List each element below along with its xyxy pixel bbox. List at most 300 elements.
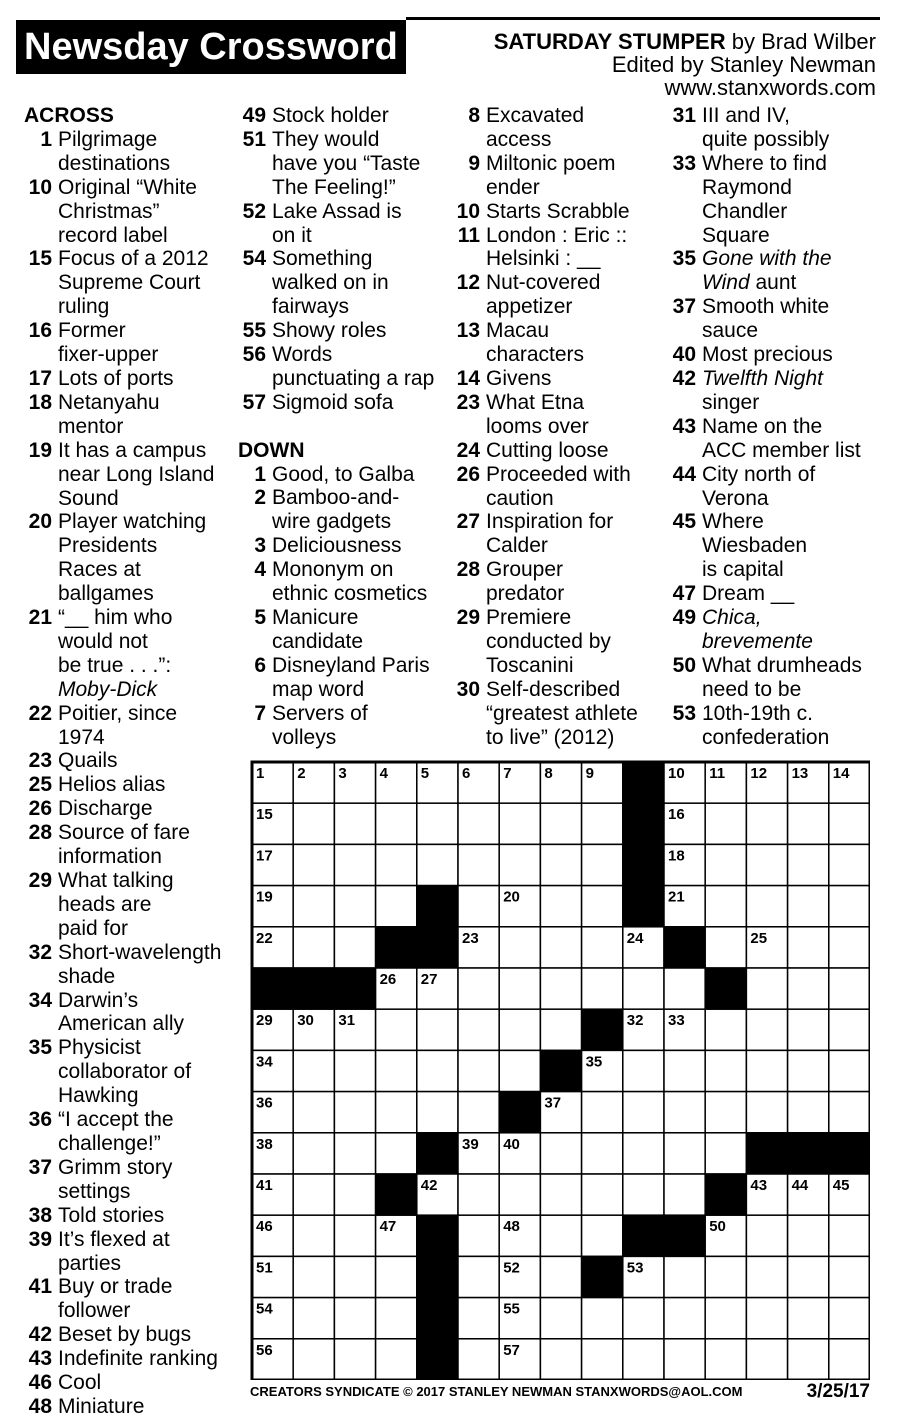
grid-cell[interactable] [334, 927, 375, 968]
grid-cell[interactable] [334, 886, 375, 927]
clue-text: Proceeded with caution [486, 462, 631, 510]
grid-cell[interactable] [334, 803, 375, 844]
across-clue-57 [238, 391, 460, 415]
clue-number: 31 [672, 104, 696, 127]
clue-text: Stock holder [272, 104, 389, 127]
black-square [623, 762, 664, 803]
grid-cell[interactable] [623, 1174, 664, 1215]
grid-cell[interactable] [458, 1092, 499, 1133]
grid-cell[interactable] [376, 1092, 417, 1133]
grid-cell[interactable] [293, 1050, 334, 1091]
clue-number: 12 [456, 271, 480, 295]
clue-number: 43 [672, 414, 696, 438]
grid-cell[interactable] [705, 1298, 746, 1339]
down-clue-37 [668, 295, 890, 343]
grid-cell[interactable] [746, 1050, 787, 1091]
grid-cell[interactable] [664, 968, 705, 1009]
down-clue-50 [668, 654, 890, 702]
down-clue-26 [452, 463, 664, 511]
clue-number: 53 [672, 701, 696, 725]
cell-number: 3 [338, 765, 347, 782]
clue-column-4 [668, 104, 890, 749]
grid-cell[interactable] [829, 1009, 870, 1050]
clue-number: 28 [456, 558, 480, 582]
grid-cell[interactable] [582, 1174, 623, 1215]
clue-text: London : Eric :: Helsinki : __ [486, 223, 628, 271]
across-clue-48 [24, 1395, 236, 1419]
grid-cell[interactable] [829, 1215, 870, 1256]
grid-cell[interactable] [540, 844, 581, 885]
grid-cell[interactable] [664, 1256, 705, 1297]
grid-cell[interactable] [829, 927, 870, 968]
black-square [417, 1133, 458, 1174]
grid-cell[interactable] [788, 886, 829, 927]
grid-cell[interactable] [376, 886, 417, 927]
grid-cell[interactable] [458, 1174, 499, 1215]
grid-cell[interactable] [417, 844, 458, 885]
clue-number: 52 [242, 199, 266, 223]
cell-number: 11 [709, 765, 726, 782]
grid-cell[interactable] [417, 803, 458, 844]
grid-cell[interactable] [458, 1298, 499, 1339]
down-clue-9 [452, 152, 664, 200]
across-clue-17 [24, 367, 236, 391]
cell-number: 1 [256, 765, 265, 782]
crossword-grid[interactable] [250, 760, 870, 1380]
down-clue-29 [452, 606, 664, 678]
grid-cell[interactable] [458, 1009, 499, 1050]
down-clue-2 [238, 486, 460, 534]
grid-cell[interactable] [417, 1009, 458, 1050]
cell-number: 54 [256, 1300, 273, 1318]
grid-cell[interactable] [499, 803, 540, 844]
grid-cell[interactable] [334, 1298, 375, 1339]
cell-number: 27 [420, 971, 438, 988]
grid-cell[interactable] [293, 1339, 334, 1380]
grid-cell[interactable] [458, 1256, 499, 1297]
clue-number: 43 [28, 1347, 52, 1371]
grid-cell[interactable] [293, 1215, 334, 1256]
grid-cell[interactable] [623, 1050, 664, 1091]
grid-cell[interactable] [540, 927, 581, 968]
grid-cell[interactable] [499, 1050, 540, 1091]
clue-number: 33 [672, 151, 696, 175]
clue-number: 6 [254, 653, 266, 677]
grid-cell[interactable] [334, 1133, 375, 1174]
grid-cell[interactable] [376, 1298, 417, 1339]
cell-number: 41 [256, 1177, 273, 1194]
grid-cell[interactable] [540, 1298, 581, 1339]
grid-cell[interactable] [582, 1339, 623, 1380]
clue-text: Pilgrimage destinations [58, 127, 171, 175]
grid-cell[interactable] [664, 1174, 705, 1215]
clue-number: 14 [456, 366, 480, 390]
cell-number: 42 [420, 1177, 438, 1194]
grid-cell[interactable] [540, 803, 581, 844]
down-clue-5 [238, 606, 460, 654]
clue-text: It has a campus near Long Island Sound [58, 438, 215, 510]
down-clue-6 [238, 654, 460, 702]
grid-cell[interactable] [540, 968, 581, 1009]
grid-cell[interactable] [829, 1256, 870, 1297]
cell-number: 55 [503, 1300, 520, 1318]
grid-cell[interactable] [746, 1256, 787, 1297]
grid-cell[interactable] [788, 1256, 829, 1297]
grid-cell[interactable] [788, 1298, 829, 1339]
grid-cell[interactable] [829, 844, 870, 885]
clue-text: Twelfth Night singer [702, 366, 823, 414]
grid-cell[interactable] [788, 968, 829, 1009]
clue-column-2 [238, 104, 460, 749]
cell-number: 7 [503, 765, 512, 782]
down-clue-28 [452, 558, 664, 606]
cell-number: 45 [832, 1177, 850, 1194]
clue-number: 51 [242, 127, 266, 151]
black-square [376, 927, 417, 968]
grid-cell[interactable] [293, 1092, 334, 1133]
down-clue-33 [668, 152, 890, 248]
grid-cell[interactable] [788, 844, 829, 885]
clue-number: 13 [456, 319, 480, 343]
grid-cell[interactable] [788, 1050, 829, 1091]
clue-text: Good, to Galba [272, 462, 415, 486]
grid-cell[interactable] [499, 844, 540, 885]
across-heading: ACROSS [24, 104, 114, 127]
clue-text: “I accept the challenge!” [58, 1108, 174, 1155]
black-square [623, 844, 664, 885]
down-clue-12 [452, 271, 664, 319]
grid-cell[interactable] [540, 1009, 581, 1050]
across-clue-54 [238, 247, 460, 319]
grid-cell[interactable] [788, 1092, 829, 1133]
clue-text: Dream __ [702, 582, 795, 606]
clue-text: Where to find Raymond Chandler Square [702, 151, 827, 247]
grid-cell[interactable] [458, 968, 499, 1009]
black-square [417, 1339, 458, 1380]
clue-text: Netanyahu mentor [58, 390, 160, 438]
grid-cell[interactable] [334, 1174, 375, 1215]
grid-cell[interactable] [334, 1092, 375, 1133]
black-square [417, 927, 458, 968]
grid-cell[interactable] [705, 1339, 746, 1380]
grid-cell[interactable] [705, 803, 746, 844]
grid-cell[interactable] [334, 844, 375, 885]
cell-number: 37 [544, 1094, 562, 1112]
across-clue-32 [24, 941, 236, 989]
grid-cell[interactable] [705, 844, 746, 885]
grid-cell[interactable] [788, 1339, 829, 1380]
clue-text: It’s flexed at parties [58, 1227, 170, 1275]
cell-number: 31 [338, 1012, 356, 1030]
clue-text: Physicist collaborator of Hawking [58, 1036, 192, 1108]
grid-cell[interactable] [499, 968, 540, 1009]
clue-number: 38 [28, 1203, 52, 1227]
grid-cell[interactable] [334, 1050, 375, 1091]
puzzle-name: SATURDAY STUMPER [493, 29, 726, 54]
grid-cell[interactable] [582, 1298, 623, 1339]
clue-text: 10th-19th c. confederation [702, 701, 830, 749]
grid-cell[interactable] [582, 1215, 623, 1256]
clue-text: Source of fare information [58, 821, 190, 869]
grid-cell[interactable] [540, 1133, 581, 1174]
clue-number: 30 [456, 677, 480, 701]
cell-number: 23 [462, 929, 479, 947]
down-clue-30 [452, 678, 664, 750]
clue-text: Disneyland Paris map word [272, 653, 430, 701]
grid-cell[interactable] [376, 1050, 417, 1091]
clue-number: 56 [242, 343, 266, 367]
cell-number: 36 [256, 1094, 273, 1112]
grid-cell[interactable] [458, 844, 499, 885]
grid-cell[interactable] [458, 1339, 499, 1380]
clue-number: 49 [242, 104, 266, 127]
black-square [499, 1092, 540, 1133]
grid-cell[interactable] [458, 803, 499, 844]
grid-cell[interactable] [829, 1092, 870, 1133]
grid-cell[interactable] [582, 803, 623, 844]
grid-cell[interactable] [540, 886, 581, 927]
grid-cell[interactable] [499, 927, 540, 968]
cell-number: 18 [668, 847, 685, 865]
black-square [417, 1256, 458, 1297]
grid-cell[interactable] [746, 1339, 787, 1380]
down-clue-13 [452, 319, 664, 367]
clue-text: Quails [58, 749, 118, 773]
clue-text: Lake Assad is on it [272, 199, 402, 247]
clue-number: 4 [254, 558, 266, 582]
black-square [664, 927, 705, 968]
across-clue-38 [24, 1204, 236, 1228]
grid-cell[interactable] [664, 1050, 705, 1091]
grid-cell[interactable] [705, 1133, 746, 1174]
down-clue-43 [668, 415, 890, 463]
grid-cell[interactable] [334, 1215, 375, 1256]
black-square [334, 968, 375, 1009]
clue-number: 27 [456, 510, 480, 534]
grid-cell[interactable] [705, 1050, 746, 1091]
clue-text: Player watching Presidents Races at ballgames [58, 510, 207, 606]
clue-text: What drumheads need to be [702, 653, 862, 701]
clue-text: Starts Scrabble [486, 199, 630, 223]
grid-cell[interactable] [829, 968, 870, 1009]
down-clue-4 [238, 558, 460, 606]
across-clue-46 [24, 1371, 236, 1395]
black-square [252, 968, 293, 1009]
clue-number: 50 [672, 653, 696, 677]
grid-cell[interactable] [746, 803, 787, 844]
grid-cell[interactable] [458, 886, 499, 927]
across-clue-39 [24, 1228, 236, 1276]
clue-number: 21 [28, 606, 52, 630]
grid-cell[interactable] [293, 1174, 334, 1215]
grid-cell[interactable] [540, 1215, 581, 1256]
grid-cell[interactable] [705, 927, 746, 968]
grid-cell[interactable] [746, 844, 787, 885]
grid-cell[interactable] [293, 844, 334, 885]
cell-number: 53 [626, 1259, 644, 1277]
grid-cell[interactable] [829, 803, 870, 844]
across-clue-21 [24, 606, 236, 702]
grid-cell[interactable] [376, 1009, 417, 1050]
grid-cell[interactable] [788, 803, 829, 844]
grid-cell[interactable] [829, 1298, 870, 1339]
grid-cell[interactable] [458, 1215, 499, 1256]
clue-number: 3 [254, 534, 266, 558]
down-clue-40 [668, 343, 890, 367]
grid-cell[interactable] [746, 1298, 787, 1339]
down-clue-23 [452, 391, 664, 439]
cell-number: 5 [420, 765, 430, 782]
grid-cell[interactable] [293, 886, 334, 927]
cell-number: 15 [256, 806, 273, 824]
across-clue-28 [24, 821, 236, 869]
grid-cell[interactable] [705, 1256, 746, 1297]
black-square [829, 1133, 870, 1174]
clue-number: 17 [28, 366, 52, 390]
clue-number: 9 [468, 151, 480, 175]
grid-cell[interactable] [499, 1009, 540, 1050]
across-clue-52 [238, 200, 460, 248]
down-clue-42 [668, 367, 890, 415]
grid-cell[interactable] [664, 1298, 705, 1339]
grid-cell[interactable] [540, 1174, 581, 1215]
grid-cell[interactable] [746, 968, 787, 1009]
clue-number: 57 [242, 390, 266, 414]
clue-text: Showy roles [272, 319, 387, 343]
clue-number: 37 [672, 295, 696, 319]
clue-number: 42 [28, 1323, 52, 1347]
grid-cell[interactable] [376, 844, 417, 885]
grid-cell[interactable] [664, 1092, 705, 1133]
grid-cell[interactable] [829, 1050, 870, 1091]
down-clue-10 [452, 200, 664, 224]
black-square [705, 1174, 746, 1215]
clue-number: 29 [456, 606, 480, 630]
grid-cell[interactable] [376, 1133, 417, 1174]
clue-text: Grouper predator [486, 558, 565, 606]
grid-cell[interactable] [623, 1133, 664, 1174]
grid-cell[interactable] [376, 1339, 417, 1380]
grid-cell[interactable] [540, 1256, 581, 1297]
down-clue-49 [668, 606, 890, 654]
clue-number: 18 [28, 390, 52, 414]
grid-cell[interactable] [376, 803, 417, 844]
grid-cell[interactable] [582, 1133, 623, 1174]
clue-number: 19 [28, 438, 52, 462]
grid-cell[interactable] [499, 1174, 540, 1215]
clue-number: 16 [28, 319, 52, 343]
grid-cell[interactable] [582, 968, 623, 1009]
cell-number: 8 [544, 765, 553, 782]
across-clue-25 [24, 773, 236, 797]
grid-cell[interactable] [746, 1092, 787, 1133]
grid-cell[interactable] [623, 1092, 664, 1133]
grid-cell[interactable] [334, 1339, 375, 1380]
down-clue-8 [452, 104, 664, 152]
clue-text: Givens [486, 366, 552, 390]
grid-cell[interactable] [705, 1009, 746, 1050]
across-clue-16 [24, 319, 236, 367]
grid-cell[interactable] [746, 1215, 787, 1256]
grid-cell[interactable] [540, 1339, 581, 1380]
clue-number: 34 [28, 988, 52, 1012]
clue-number: 48 [28, 1394, 52, 1418]
clue-number: 29 [28, 869, 52, 892]
across-clue-36 [24, 1108, 236, 1156]
down-clue-44 [668, 463, 890, 511]
grid-cell[interactable] [293, 803, 334, 844]
grid-cell[interactable] [623, 1339, 664, 1380]
grid-cell[interactable] [293, 927, 334, 968]
editor: Edited by Stanley Newman [611, 52, 876, 77]
cell-number: 22 [256, 929, 273, 947]
clue-number: 10 [28, 175, 52, 199]
across-clue-18 [24, 391, 236, 439]
grid-cell[interactable] [664, 1339, 705, 1380]
down-clue-7 [238, 702, 460, 750]
clue-text: Words punctuating a rap [272, 343, 435, 390]
grid-cell[interactable] [705, 886, 746, 927]
black-square [582, 1009, 623, 1050]
cell-number: 20 [503, 888, 520, 906]
grid-cell[interactable] [623, 1298, 664, 1339]
grid-cell[interactable] [705, 1092, 746, 1133]
across-clue-49 [238, 104, 460, 128]
grid-cell[interactable] [334, 1256, 375, 1297]
grid-cell[interactable] [417, 1050, 458, 1091]
clue-text: Macau characters [486, 319, 585, 367]
grid-cell[interactable] [582, 1092, 623, 1133]
black-square [623, 1215, 664, 1256]
across-clue-51 [238, 128, 460, 200]
grid-cell[interactable] [458, 1050, 499, 1091]
grid-cell[interactable] [376, 1256, 417, 1297]
grid-cell[interactable] [788, 1215, 829, 1256]
down-clue-53 [668, 702, 890, 750]
grid-cell[interactable] [623, 968, 664, 1009]
clue-number: 24 [456, 438, 480, 462]
clue-text: Told stories [58, 1203, 165, 1227]
cell-number: 17 [256, 847, 273, 865]
footer [250, 1381, 870, 1402]
across-clue-15 [24, 247, 236, 319]
clue-number: 40 [672, 343, 696, 367]
clue-text: What Etna looms over [486, 390, 589, 438]
grid-cell[interactable] [664, 1133, 705, 1174]
clue-text: Lots of ports [58, 366, 174, 390]
cell-number: 28 [709, 971, 726, 988]
grid-cell[interactable] [582, 927, 623, 968]
grid-cell[interactable] [746, 886, 787, 927]
grid-cell[interactable] [582, 886, 623, 927]
cell-number: 35 [585, 1053, 603, 1071]
grid-cell[interactable] [829, 886, 870, 927]
grid-cell[interactable] [582, 844, 623, 885]
grid-cell[interactable] [417, 1092, 458, 1133]
grid-cell[interactable] [746, 1009, 787, 1050]
clue-text: Miniature [58, 1394, 145, 1418]
grid-cell[interactable] [829, 1339, 870, 1380]
grid-cell[interactable] [293, 1298, 334, 1339]
across-clue-43 [24, 1347, 236, 1371]
across-clue-41 [24, 1275, 236, 1323]
clue-number: 28 [28, 821, 52, 845]
grid-cell[interactable] [293, 1133, 334, 1174]
grid-cell[interactable] [788, 1009, 829, 1050]
cell-number: 32 [626, 1012, 644, 1030]
grid-cell[interactable] [788, 927, 829, 968]
grid-cell[interactable] [293, 1256, 334, 1297]
